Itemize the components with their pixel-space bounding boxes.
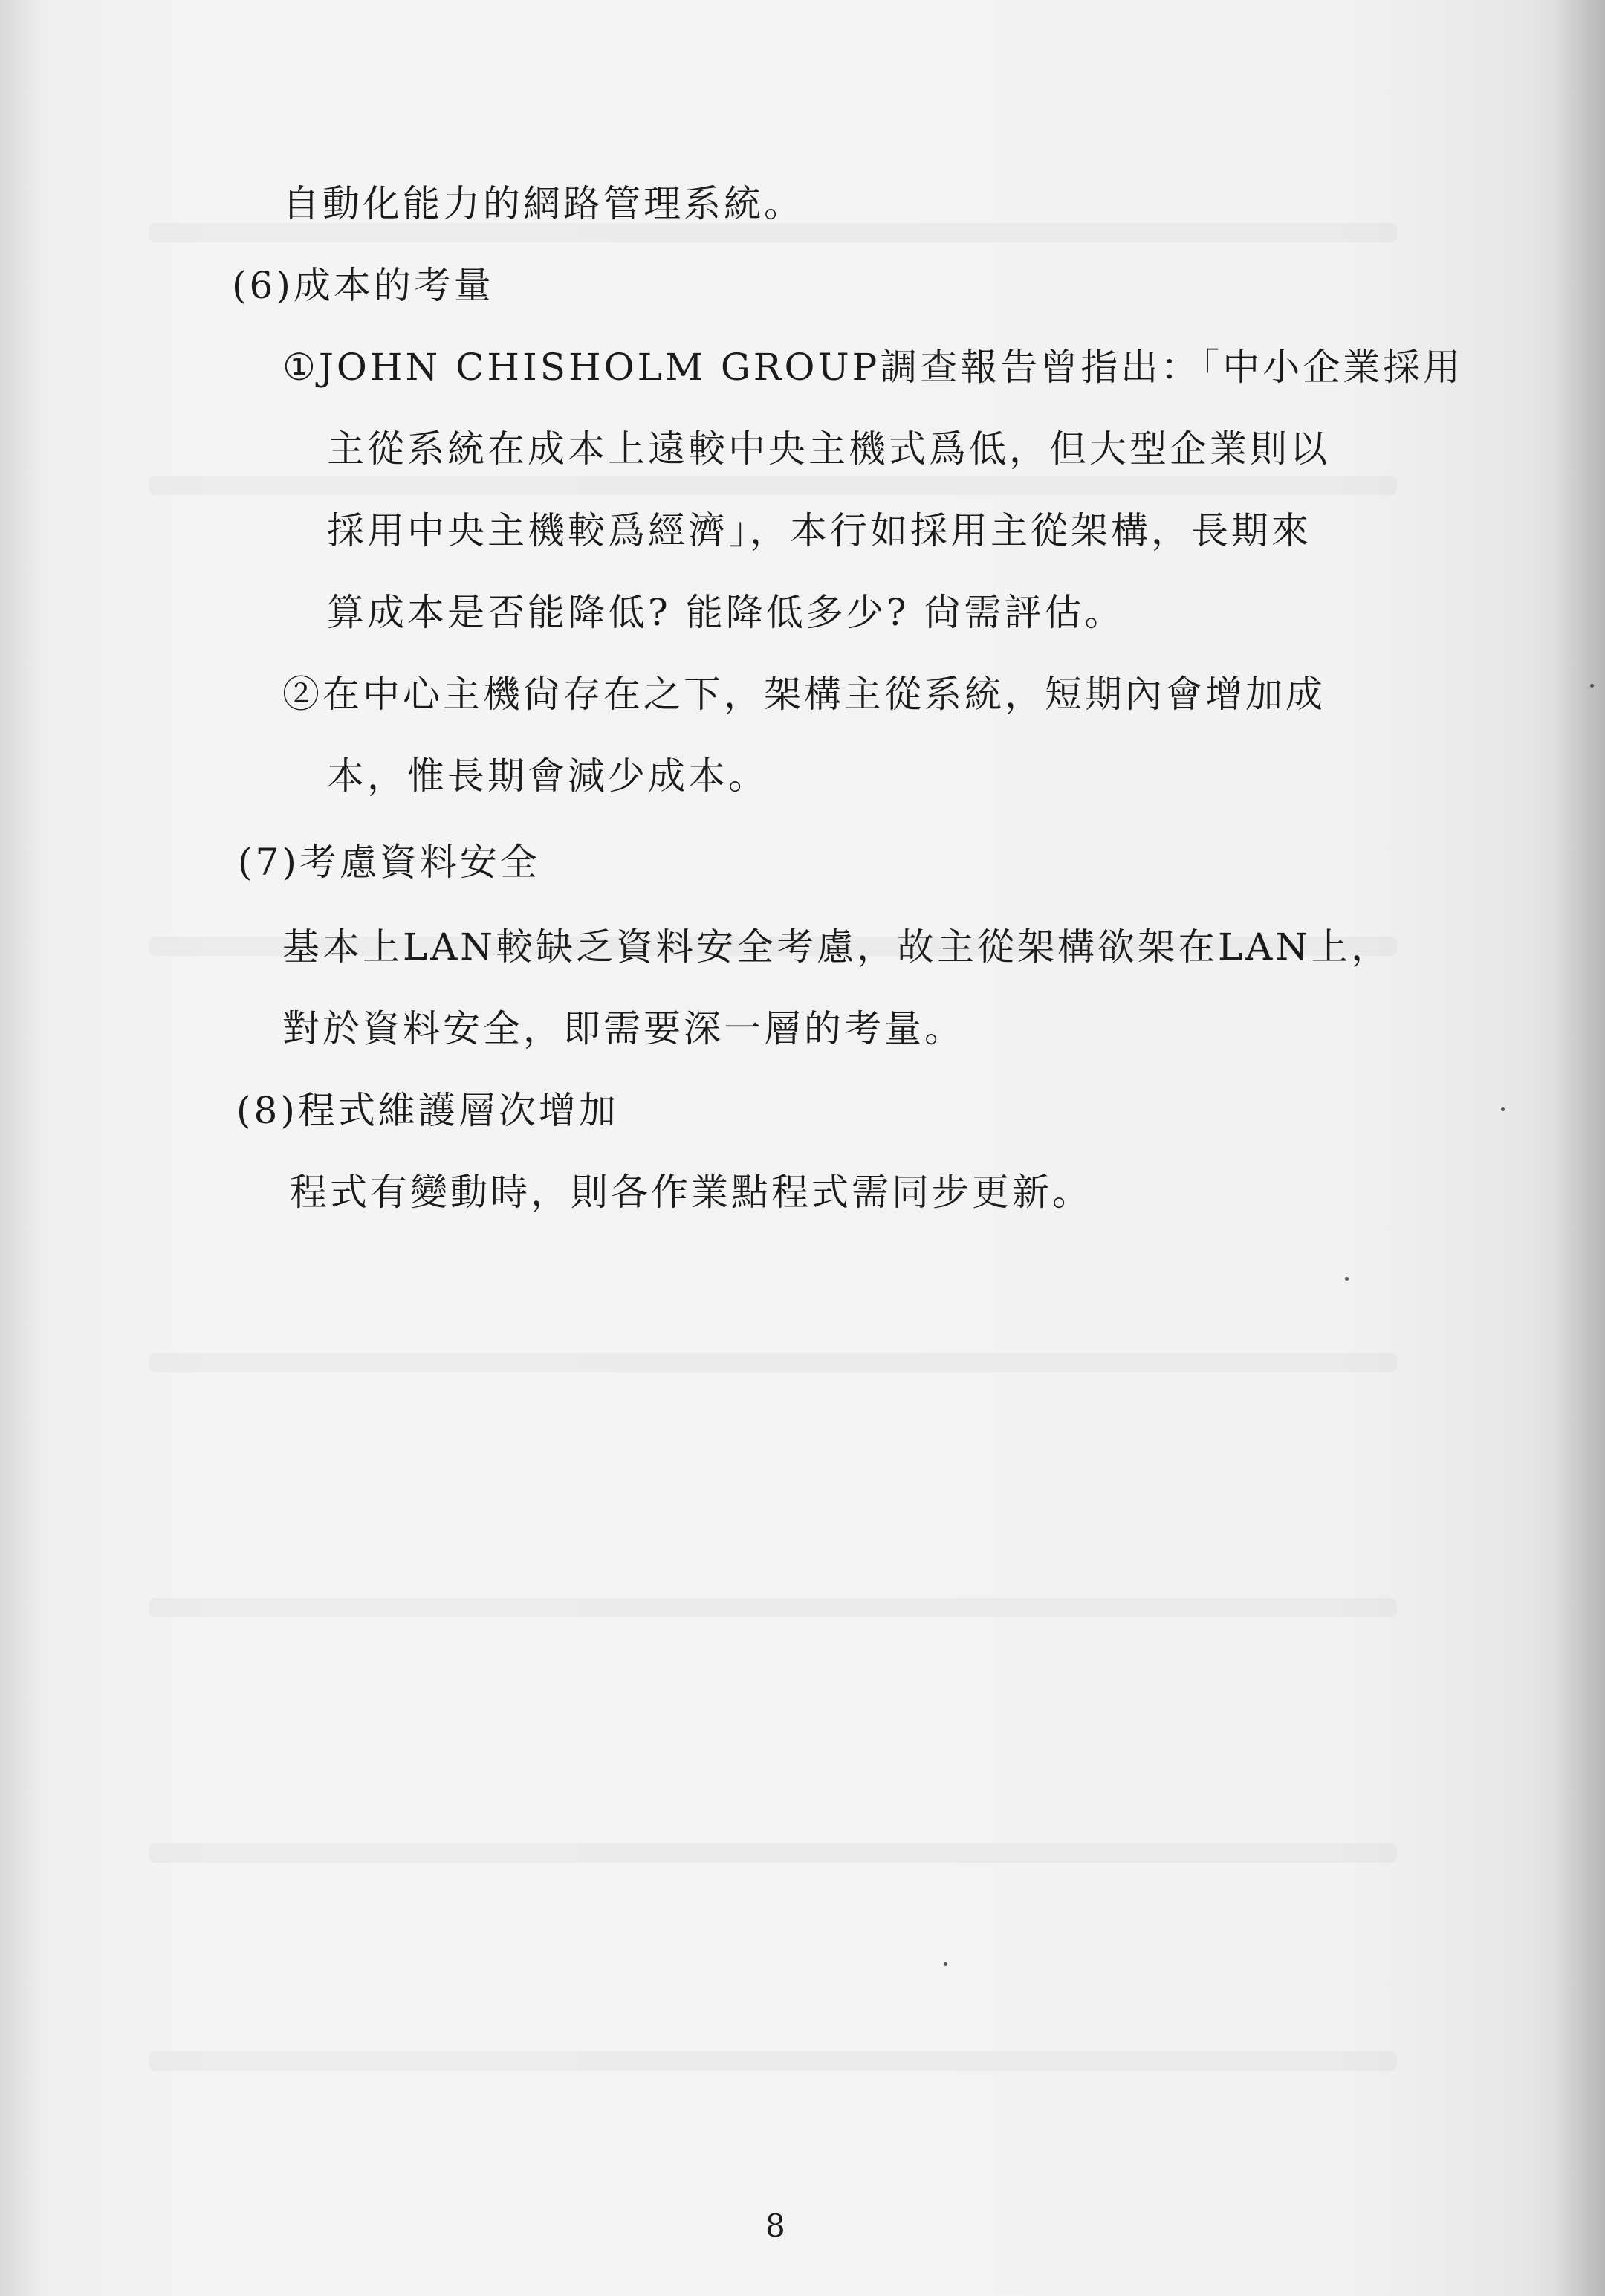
bleed-through-mark [149, 1843, 1397, 1863]
dust-speck [1345, 1277, 1349, 1281]
body-text-line: 本，惟長期會減少成本。 [327, 754, 768, 798]
body-text-line: 算成本是否能降低? 能降低多少? 尙需評估。 [327, 591, 1125, 634]
body-text-line: 採用中央主機較爲經濟」，本行如採用主從架構，長期來 [327, 509, 1311, 552]
body-text-line: 主從系統在成本上遠較中央主機式爲低，但大型企業則以 [327, 427, 1330, 470]
body-text-line: 程式有變動時，則各作業點程式需同步更新。 [290, 1171, 1092, 1214]
list-item-line: ①JOHN CHISHOLM GROUP調查報告曾指出：「中小企業採用 [282, 346, 1464, 389]
body-text-line: 基本上LAN較缺乏資料安全考慮，故主從架構欲架在LAN上， [282, 925, 1392, 968]
page-number: 8 [765, 2208, 785, 2244]
page-edge-shadow [1553, 0, 1605, 2296]
body-text-line: 對於資料安全，即需要深一層的考量。 [282, 1007, 964, 1050]
dust-speck [944, 1962, 947, 1966]
dust-speck [1501, 1107, 1505, 1111]
bleed-through-mark [149, 2051, 1397, 2071]
bleed-through-mark [149, 476, 1397, 495]
bleed-through-mark [149, 1353, 1397, 1372]
section-heading: (6)成本的考量 [232, 264, 494, 307]
list-item-line: ②在中心主機尙存在之下，架構主從系統，短期內會增加成 [282, 673, 1326, 716]
body-text-line: 自動化能力的網路管理系統。 [282, 182, 804, 225]
section-heading: (7)考慮資料安全 [238, 841, 540, 884]
section-heading: (8)程式維護層次增加 [236, 1089, 619, 1132]
bleed-through-mark [149, 1598, 1397, 1617]
